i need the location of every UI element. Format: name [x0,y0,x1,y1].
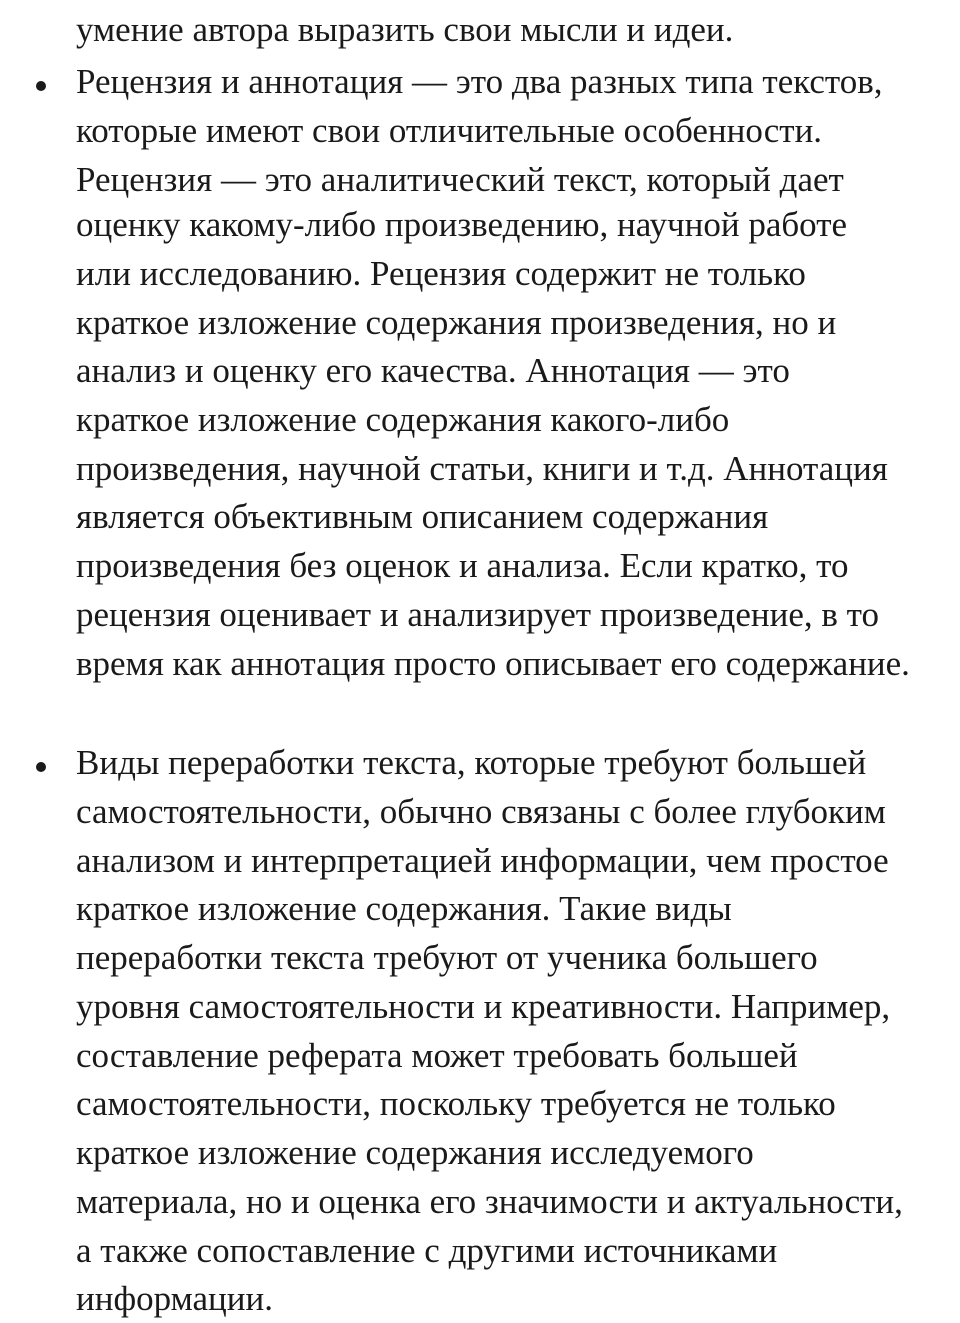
bullet-1-line: или исследованию. Рецензия содержит не только [76,254,806,293]
bullet-2-line: краткое изложение содержания. Такие виды [76,889,732,928]
bullet-2-line: а также сопоставление с другими источниками [76,1231,778,1270]
bullet-1-line: анализ и оценку его качества. Аннотация — это [76,351,790,390]
bullet-2-line: самостоятельности, обычно связаны с более глубоким [76,792,886,831]
bullet-1-line: является объективным описанием содержания [76,497,769,536]
bullet-1-line: рецензия оценивает и анализирует произведение, в то [76,595,879,634]
bullet-2-line: материала, но и оценка его значимости и актуальности, [76,1182,903,1221]
bullet-1-line: Рецензия и аннотация — это два разных типа текстов, [76,62,883,101]
bullet-1-line: которые имеют свои отличительные особенности. [76,111,823,150]
bullet-2-line: информации. [76,1279,273,1318]
bullet-2-line: уровня самостоятельности и креативности. Например, [76,987,891,1026]
bullet-marker-2 [36,762,46,772]
bullet-marker-1 [36,81,46,91]
bullet-2-line: составление реферата может требовать большей [76,1036,798,1075]
bullet-2-line: краткое изложение содержания исследуемого [76,1133,754,1172]
bullet-1-line: Рецензия — это аналитический текст, который дает [76,160,844,199]
bullet-1-line: краткое изложение содержания какого-либо [76,400,730,439]
bullet-2-line: переработки текста требуют от ученика большего [76,938,818,977]
bullet-1-line: время как аннотация просто описывает его содержание. [76,644,910,683]
bullet-1-line: произведения, научной статьи, книги и т.д. Аннотация [76,449,888,488]
bullet-1-line: краткое изложение содержания произведения, но и [76,303,837,342]
bullet-2-line: Виды переработки текста, которые требуют большей [76,743,867,782]
bullet-1-line: оценку какому-либо произведению, научной работе [76,205,848,244]
bullet-1-line: произведения без оценок и анализа. Если кратко, то [76,546,849,585]
bullet-2-line: анализом и интерпретацией информации, чем простое [76,841,889,880]
intro-line: умение автора выразить свои мысли и идеи. [76,10,734,49]
bullet-2-line: самостоятельности, поскольку требуется не только [76,1084,836,1123]
